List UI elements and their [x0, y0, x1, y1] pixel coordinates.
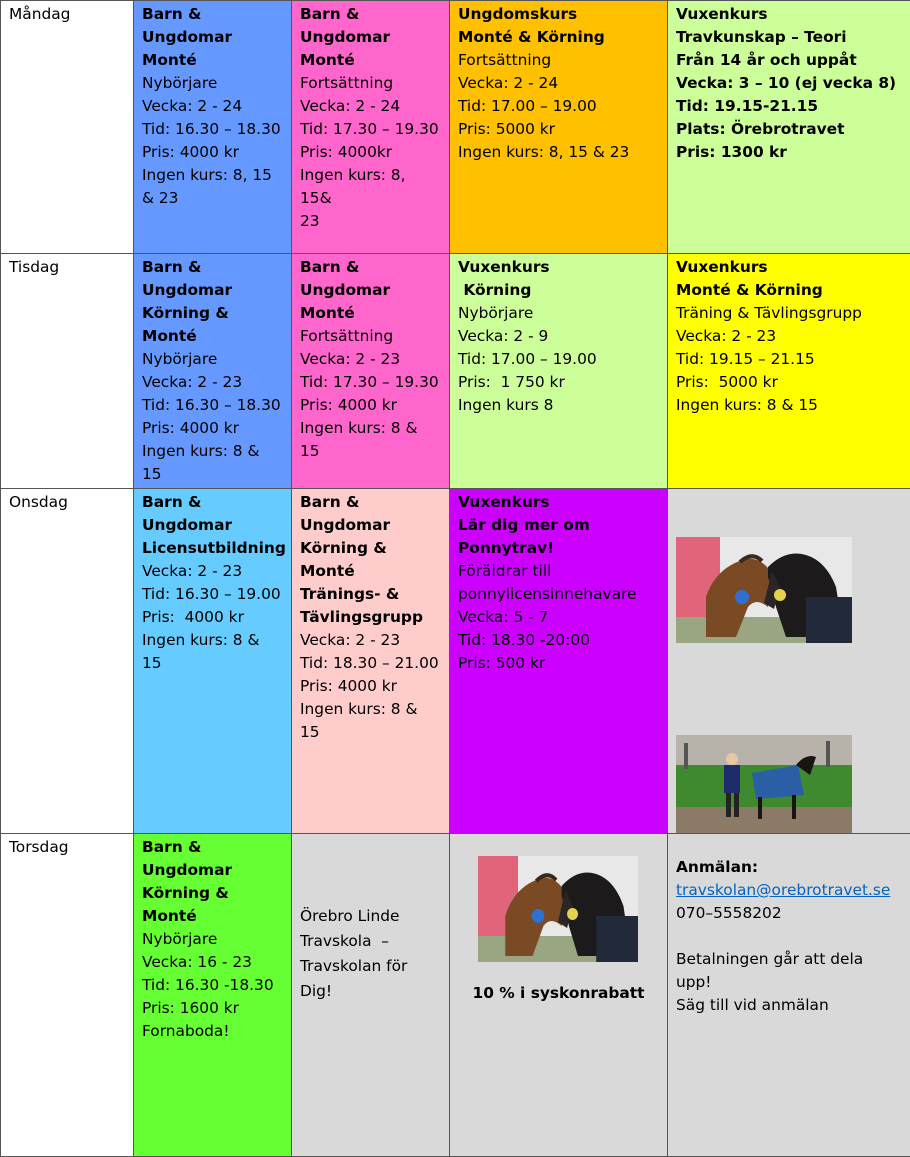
- course-title-line: Monté & Körning: [458, 26, 659, 49]
- course-detail-line: Vecka: 2 - 23: [300, 629, 441, 652]
- course-title-line: Vuxenkurs: [458, 491, 659, 514]
- row-torsdag: [1, 834, 910, 1157]
- course-title-line: Barn &: [142, 491, 283, 514]
- course-detail-line: Pris: 1 750 kr: [458, 371, 659, 394]
- course-detail-line: Pris: 4000 kr: [142, 606, 283, 629]
- course-title-line: Vuxenkurs: [676, 3, 902, 26]
- course-detail-line: Pris: 500 kr: [458, 652, 659, 675]
- course-detail-line: Träning & Tävlingsgrupp: [676, 302, 902, 325]
- course-title-line: Monté: [300, 302, 441, 325]
- ponies-photo: [676, 537, 852, 643]
- course-detail-line: Pris: 4000kr: [300, 141, 441, 164]
- course-detail-line: Ingen kurs: 8, 15: [142, 164, 283, 187]
- course-title-line: Barn &: [142, 3, 283, 26]
- course-detail-line: Pris: 4000 kr: [142, 141, 283, 164]
- course-detail-line: Tid: 17.00 – 19.00: [458, 348, 659, 371]
- course-title-line: Vuxenkurs: [676, 256, 902, 279]
- cell-mandag-2: [292, 1, 450, 254]
- course-detail-line: Ingen kurs: 8 & 15: [142, 629, 283, 675]
- cell-torsdag-1: [134, 834, 292, 1157]
- course-detail-line: Ingen kurs: 8, 15 & 23: [458, 141, 659, 164]
- course-detail-line: Tid: 16.30 – 18.30: [142, 118, 283, 141]
- cell-onsdag-1: [134, 489, 292, 834]
- course-detail-line: Ingen kurs: 8 & 15: [676, 394, 902, 417]
- course-title-line: Ungdomar: [142, 279, 283, 302]
- cell-tisdag-1: [134, 254, 292, 489]
- cell-mandag-3: [450, 1, 668, 254]
- course-title-line: Körning & Monté: [300, 537, 441, 583]
- course-detail-line: Pris: 5000 kr: [458, 118, 659, 141]
- course-detail-line: ponnylicensinnehavare: [458, 583, 659, 606]
- course-detail-line: Tid: 17.30 – 19.30: [300, 371, 441, 394]
- day-label-torsdag: Torsdag: [1, 834, 134, 1157]
- cell-tisdag-3: [450, 254, 668, 489]
- course-title-line: Barn &: [142, 836, 283, 859]
- course-title-line: Tränings- &: [300, 583, 441, 606]
- course-detail-line: Pris: 4000 kr: [142, 417, 283, 440]
- course-detail-line: Pris: 4000 kr: [300, 394, 441, 417]
- course-detail-line: Tid: 19.15 – 21.15: [676, 348, 902, 371]
- course-title-line: Lär dig mer om: [458, 514, 659, 537]
- course-detail-line: Vecka: 2 - 23: [300, 348, 441, 371]
- row-onsdag: [1, 489, 910, 834]
- cell-tisdag-2: [292, 254, 450, 489]
- course-detail-line: Tid: 18.30 -20:00: [458, 629, 659, 652]
- course-title-line: Barn &: [142, 256, 283, 279]
- course-title-line: Monté: [300, 49, 441, 72]
- course-detail-line: Vecka: 2 - 23: [142, 560, 283, 583]
- course-detail-line: Tid: 16.30 – 19.00: [142, 583, 283, 606]
- course-title-line: Pris: 1300 kr: [676, 141, 902, 164]
- course-detail-line: Pris: 4000 kr: [300, 675, 441, 698]
- day-label-mandag: Måndag: [1, 1, 134, 254]
- course-title-line: Ungdomar: [300, 279, 441, 302]
- course-title-line: Travkunskap – Teori: [676, 26, 902, 49]
- course-detail-line: Ingen kurs: 8, 15&: [300, 164, 441, 210]
- slogan-line-2: Travskola –: [300, 929, 441, 954]
- course-detail-line: Vecka: 2 - 24: [458, 72, 659, 95]
- cell-mandag-4: [668, 1, 910, 254]
- course-title-line: Ungdomar: [142, 514, 283, 537]
- course-title-line: Vuxenkurs: [458, 256, 659, 279]
- cell-tisdag-4: [668, 254, 910, 489]
- slogan-line-1: Örebro Linde: [300, 904, 441, 929]
- cell-onsdag-3: [450, 489, 668, 834]
- course-title-line: Barn &: [300, 256, 441, 279]
- course-detail-line: Nybörjare: [142, 928, 283, 951]
- course-detail-line: Ingen kurs: 8 & 15: [300, 698, 441, 744]
- row-mandag: [1, 1, 910, 254]
- course-detail-line: Pris: 1600 kr: [142, 997, 283, 1020]
- course-title-line: Vecka: 3 – 10 (ej vecka 8): [676, 72, 902, 95]
- day-label-tisdag: Tisdag: [1, 254, 134, 489]
- course-title-line: Ungdomar: [142, 859, 283, 882]
- course-detail-line: Nybörjare: [458, 302, 659, 325]
- course-detail-line: Föräldrar till: [458, 560, 659, 583]
- course-detail-line: Vecka: 2 - 24: [300, 95, 441, 118]
- course-title-line: Ponnytrav!: [458, 537, 659, 560]
- course-detail-line: Fornaboda!: [142, 1020, 283, 1043]
- course-detail-line: Tid: 18.30 – 21.00: [300, 652, 441, 675]
- course-title-line: Plats: Örebrotravet: [676, 118, 902, 141]
- registration-heading: Anmälan:: [676, 856, 902, 879]
- course-title-line: Monté: [142, 49, 283, 72]
- course-title-line: Ungdomar: [142, 26, 283, 49]
- course-title-line: Barn &: [300, 3, 441, 26]
- course-title-line: Körning & Monté: [142, 302, 283, 348]
- course-detail-line: Tid: 17.30 – 19.30: [300, 118, 441, 141]
- cell-mandag-1: [134, 1, 292, 254]
- course-detail-line: Fortsättning: [300, 72, 441, 95]
- course-title-line: Licensutbildning: [142, 537, 283, 560]
- course-title-line: Tid: 19.15-21.15: [676, 95, 902, 118]
- course-detail-line: Vecka: 2 - 24: [142, 95, 283, 118]
- course-detail-line: & 23: [142, 187, 283, 210]
- course-detail-line: Ingen kurs 8: [458, 394, 659, 417]
- course-title-line: Ungdomar: [300, 26, 441, 49]
- course-detail-line: Vecka: 5 - 7: [458, 606, 659, 629]
- course-detail-line: Ingen kurs: 8 & 15: [300, 417, 441, 463]
- course-detail-line: Vecka: 16 - 23: [142, 951, 283, 974]
- cell-torsdag-4: [668, 834, 910, 1157]
- course-title-line: Tävlingsgrupp: [300, 606, 441, 629]
- slogan-line-4: Dig!: [300, 979, 441, 1004]
- cell-torsdag-2: [292, 834, 450, 1157]
- payment-note-2: Säg till vid anmälan: [676, 994, 902, 1017]
- ponies-photo-2: [478, 856, 638, 962]
- course-detail-line: Vecka: 2 - 9: [458, 325, 659, 348]
- course-detail-line: Nybörjare: [142, 72, 283, 95]
- registration-email-link[interactable]: travskolan@orebrotravet.se: [676, 879, 902, 902]
- course-title-line: Körning & Monté: [142, 882, 283, 928]
- sibling-discount-text: 10 % i syskonrabatt: [458, 982, 659, 1005]
- course-title-line: Barn &: [300, 491, 441, 514]
- course-title-line: Monté & Körning: [676, 279, 902, 302]
- course-detail-line: Vecka: 2 - 23: [142, 371, 283, 394]
- course-detail-line: Nybörjare: [142, 348, 283, 371]
- course-detail-line: 23: [300, 210, 441, 233]
- day-label-onsdag: Onsdag: [1, 489, 134, 834]
- payment-note-1: Betalningen går att dela upp!: [676, 948, 902, 994]
- slogan-line-3: Travskolan för: [300, 954, 441, 979]
- trotting-photo: [676, 735, 852, 833]
- course-detail-line: Fortsättning: [458, 49, 659, 72]
- course-detail-line: Pris: 5000 kr: [676, 371, 902, 394]
- cell-onsdag-2: [292, 489, 450, 834]
- course-detail-line: Tid: 16.30 -18.30: [142, 974, 283, 997]
- cell-onsdag-photos: [668, 489, 910, 834]
- course-detail-line: Vecka: 2 - 23: [676, 325, 902, 348]
- course-title-line: Från 14 år och uppåt: [676, 49, 902, 72]
- cell-torsdag-3: [450, 834, 668, 1157]
- course-title-line: Körning: [458, 279, 659, 302]
- course-title-line: Ungdomskurs: [458, 3, 659, 26]
- course-detail-line: Fortsättning: [300, 325, 441, 348]
- course-detail-line: Tid: 16.30 – 18.30: [142, 394, 283, 417]
- registration-phone: 070–5558202: [676, 902, 902, 925]
- course-title-line: Ungdomar: [300, 514, 441, 537]
- course-detail-line: Ingen kurs: 8 & 15: [142, 440, 283, 486]
- row-tisdag: [1, 254, 910, 489]
- course-detail-line: Tid: 17.00 – 19.00: [458, 95, 659, 118]
